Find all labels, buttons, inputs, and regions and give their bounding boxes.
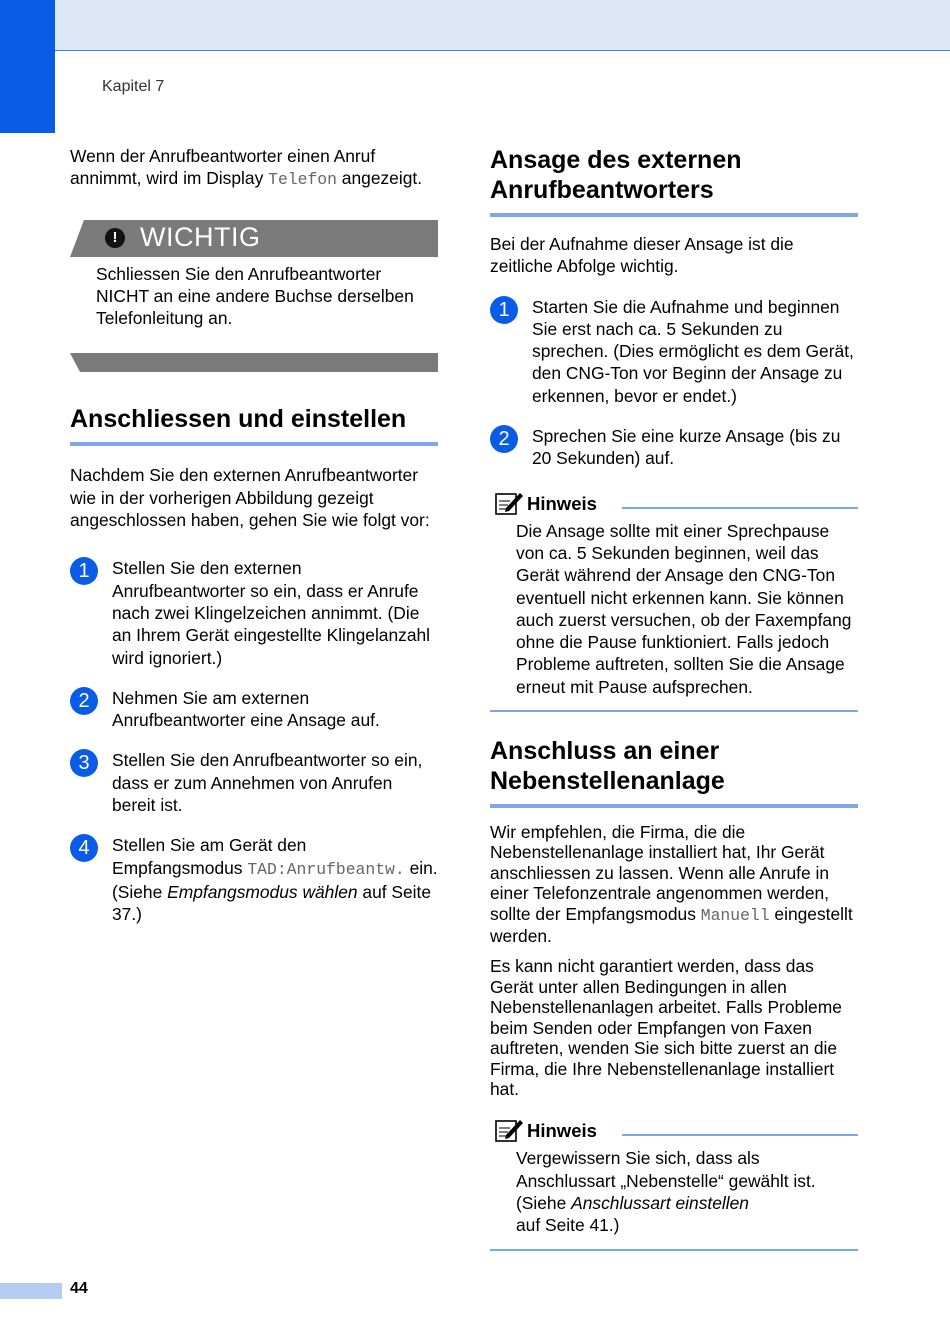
section-heading: Ansage des externen Anrufbeantworters (490, 145, 858, 217)
hinweis-text: Die Ansage sollte mit einer Sprechpause von ca. 5 Sekunden beginnen, weil das Gerät während der Ansage den CNG-Ton eventuell nicht erkennen kann. Sie können auch zuerst versuchen, ob der Faxempfang ohne die Pause funktioniert. Falls jedoch Probleme auftreten, sollten Sie die Ansage erneut mit Pause aufsprechen. (516, 520, 852, 697)
step-item (70, 834, 438, 925)
pencil-note-icon (494, 1117, 524, 1143)
page-number-tab (0, 1283, 62, 1299)
intro-paragraph: Wenn der Anrufbeantworter einen Anruf annimmt, wird im Display Telefon angezeigt. (70, 146, 423, 190)
wichtig-text: Schliessen Sie den Anrufbeantworter NICHT an eine andere Buchse derselben Telefonleitung an. (96, 263, 414, 329)
section-heading: Anschluss an einer Nebenstellenanlage (490, 736, 858, 808)
step-text: Sprechen Sie eine kurze Ansage (bis zu 20 Sekunden) auf. (532, 426, 841, 469)
chapter-label: Kapitel 7 (102, 78, 165, 95)
step-number-badge: 4 (70, 834, 98, 862)
section-paragraph: Nachdem Sie den externen Anrufbeantworter wie in der vorherigen Abbildung gezeigt angeschlossen haben, gehen Sie wie folgt vor: (70, 465, 430, 531)
step-text: Starten Sie die Aufnahme und beginnen Sie erst nach ca. 5 Sekunden zu sprechen. (Dies ermöglicht es dem Gerät, den CNG-Ton vor Beginn der Ansage zu erkennen, bevor er endet.) (532, 296, 854, 406)
chapter-tab (0, 0, 55, 133)
hinweis-text: Vergewissern Sie sich, dass als Anschlussart „Nebenstelle“ gewählt ist. (Siehe Anschlussart einstellen auf Seite 41.) (516, 1148, 816, 1236)
top-band (0, 0, 950, 51)
pencil-note-icon (494, 490, 524, 516)
step-text: Stellen Sie am Gerät den Empfangsmodus TAD:Anrufbeantw. ein. (Siehe Empfangsmodus wählen auf Seite 37.) (112, 835, 438, 925)
exclamation-icon: ! (105, 228, 125, 248)
step-item (70, 557, 438, 668)
step-item (490, 296, 858, 407)
step-number-badge: 2 (70, 687, 98, 715)
section-heading: Anschliessen und einstellen (70, 404, 438, 446)
left-column (70, 145, 438, 944)
wichtig-title: WICHTIG (140, 221, 261, 252)
page-number: 44 (70, 1280, 88, 1297)
right-column (490, 145, 858, 1251)
step-number-badge: 2 (490, 425, 518, 453)
wichtig-footer-bar (70, 353, 438, 372)
step-text: Stellen Sie den externen Anrufbeantworter so ein, dass er Anrufe nach zwei Klingelzeichen annimmt. (Die an Ihrem Gerät eingestellte Klingelanzahl wird ignoriert.) (112, 558, 431, 668)
step-number-badge: 3 (70, 749, 98, 777)
step-number-badge: 1 (70, 557, 98, 585)
section-paragraph: Es kann nicht garantiert werden, dass das Gerät unter allen Bedingungen in allen Nebenstellenanlagen arbeitet. Falls Probleme beim Senden oder Empfangen von Faxen auftreten, wenden Sie sich bitte zuerst an die Firma, die Ihre Nebenstellenanlage installiert hat. (490, 956, 842, 1099)
hinweis-title: Hinweis (527, 1120, 597, 1142)
step-item (490, 425, 858, 470)
hinweis-box (490, 490, 858, 712)
section-paragraph: Bei der Aufnahme dieser Ansage ist die zeitliche Abfolge wichtig. (490, 234, 794, 277)
step-list (70, 557, 438, 925)
step-text: Stellen Sie den Anrufbeantworter so ein, dass er zum Annehmen von Anrufen bereit ist. (112, 750, 423, 816)
hinweis-title: Hinweis (527, 492, 597, 514)
step-number-badge: 1 (490, 296, 518, 324)
step-item (70, 687, 438, 732)
step-list (490, 296, 858, 470)
hinweis-box (490, 1117, 858, 1250)
step-item (70, 749, 438, 816)
step-text: Nehmen Sie am externen Anrufbeantworter eine Ansage auf. (112, 687, 380, 731)
section-paragraph: Wir empfehlen, die Firma, die die Nebenstellenanlage installiert hat, Ihr Gerät anschliessen zu lassen. Wenn alle Anrufe in einer Telefonzentrale angenommen werden, sollte der Empfangsmodus Manuell eingestellt werden. (490, 822, 853, 947)
wichtig-header (70, 220, 438, 257)
